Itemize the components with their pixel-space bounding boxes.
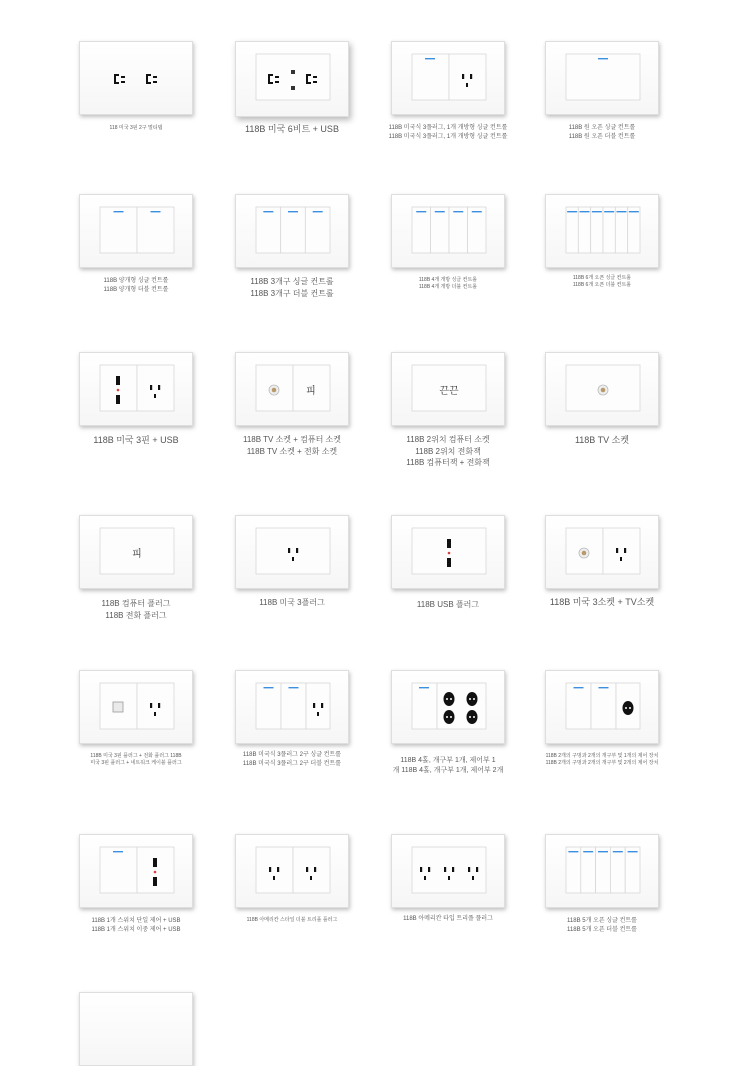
indicator-light-icon	[583, 851, 593, 852]
indicator-light-icon	[580, 211, 590, 212]
switch-plate	[437, 683, 486, 729]
indicator-light-icon	[435, 211, 445, 212]
caption-line: 118B TV 소켓 + 컴퓨터 소켓	[242, 435, 342, 444]
product-caption	[525, 753, 679, 768]
product-caption	[371, 124, 525, 141]
switch-plate	[137, 207, 174, 253]
caption-line: 118B 미국 6비트 + USB	[245, 124, 339, 134]
switch-plate	[615, 207, 627, 253]
indicator-light-icon	[151, 211, 161, 212]
switch-plate	[625, 847, 640, 893]
switch-plate	[566, 207, 578, 253]
indicator-light-icon	[598, 58, 608, 59]
switch-plate	[628, 207, 640, 253]
caption-line: 118B 2개의 구멍과 2개의 개구부 및 2개의 제어 장치	[545, 760, 659, 767]
indicator-light-icon	[425, 58, 435, 59]
indicator-light-icon	[604, 211, 614, 212]
switch-plate	[449, 54, 486, 100]
caption-line: 118B 6개 오픈 싱글 컨트롤	[572, 275, 632, 281]
product-caption	[215, 434, 369, 457]
switch-plate	[591, 207, 603, 253]
switch-plate	[137, 365, 174, 411]
switch-plate	[412, 847, 486, 893]
caption-line: 118B 아메리칸 타입 트리플 플러그	[403, 916, 493, 922]
indicator-light-icon	[599, 687, 609, 688]
product-image[interactable]	[79, 41, 193, 115]
product-image[interactable]	[79, 515, 193, 589]
caption-line: 118B 5개 오픈 더블 컨트롤	[567, 926, 637, 933]
product-image[interactable]	[79, 670, 193, 744]
product-caption	[59, 277, 213, 294]
product-image[interactable]	[235, 834, 349, 908]
us-outlet-icon	[114, 74, 125, 84]
product-caption	[371, 756, 525, 776]
caption-line: 개 118B 4홀, 개구부 1개, 제어부 2개	[392, 767, 504, 775]
indicator-light-icon	[568, 851, 578, 852]
product-caption	[215, 917, 369, 924]
indicator-light-icon	[629, 211, 639, 212]
switch-plate	[256, 207, 281, 253]
switch-plate	[137, 683, 174, 729]
indicator-light-icon	[419, 687, 429, 688]
product-caption	[525, 917, 679, 934]
phone-jack-icon: 피	[132, 549, 142, 560]
product-caption	[59, 434, 213, 447]
product-caption	[371, 434, 525, 469]
switch-plate	[431, 207, 450, 253]
switch-plate	[412, 54, 449, 100]
switch-plate	[100, 365, 137, 411]
switch-plate	[256, 54, 330, 100]
product-image[interactable]	[545, 670, 659, 744]
data-jack-icon: 끈끈	[439, 386, 459, 397]
product-caption	[371, 915, 525, 924]
switch-plate	[306, 683, 330, 729]
caption-line: 118 미국 3핀 2구 멀티탭	[109, 125, 163, 131]
product-caption	[215, 276, 369, 299]
product-image[interactable]	[391, 194, 505, 268]
product-image[interactable]	[235, 352, 349, 426]
indicator-light-icon	[598, 851, 608, 852]
caption-line: 118B 미국식 3플러그, 1개 개방형 싱글 컨트롤	[388, 133, 508, 140]
caption-line: 118B 5개 오픈 싱글 컨트롤	[567, 918, 637, 924]
switch-plate	[468, 207, 487, 253]
product-image[interactable]	[235, 41, 349, 117]
switch-plate	[596, 847, 611, 893]
product-image[interactable]	[545, 194, 659, 268]
product-image[interactable]	[235, 515, 349, 589]
switch-plate	[137, 847, 174, 893]
switch-plate	[412, 683, 437, 729]
caption-line: 118B 4개 개방 더블 컨트롤	[418, 284, 478, 291]
indicator-light-icon	[264, 687, 274, 688]
tv-port-icon	[598, 385, 608, 395]
caption-line: 118B 1개 스위치 단일 제어 + USB	[91, 918, 181, 924]
caption-line: 118B 3개구 더블 컨트롤	[250, 288, 334, 298]
product-caption	[215, 751, 369, 768]
switch-plate	[256, 683, 281, 729]
caption-line: 118B 아메리칸 스타일 더블 트리플 플러그	[246, 917, 338, 923]
switch-plate	[603, 528, 640, 574]
product-image[interactable]	[391, 41, 505, 115]
usb-port-icon	[291, 86, 295, 90]
switch-plate	[610, 847, 625, 893]
usb-port-icon	[291, 70, 295, 74]
switch-plate	[256, 528, 330, 574]
switch-plate	[591, 683, 616, 729]
phone-jack-icon: 피	[306, 386, 316, 397]
caption-line: 118B 양개형 더블 컨트롤	[103, 286, 169, 293]
eu-outlet-icon	[623, 701, 634, 715]
tv-port-icon	[579, 548, 589, 558]
indicator-light-icon	[472, 211, 482, 212]
product-caption	[525, 275, 679, 290]
caption-line: 118B USB 플러그	[416, 600, 480, 609]
eu-outlet-icon	[444, 710, 455, 724]
switch-plate	[100, 847, 137, 893]
caption-line: 118B 미국 3소켓 + TV소켓	[549, 597, 655, 607]
indicator-light-icon	[416, 211, 426, 212]
eu-outlet-icon	[444, 692, 455, 706]
product-image[interactable]	[235, 670, 349, 744]
product-image[interactable]	[545, 515, 659, 589]
indicator-light-icon	[567, 211, 577, 212]
product-caption	[59, 917, 213, 934]
product-image[interactable]	[79, 352, 193, 426]
product-image[interactable]	[545, 352, 659, 426]
product-image[interactable]	[545, 834, 659, 908]
caption-line: 118B 원 오픈 싱글 컨트롤	[568, 125, 636, 131]
switch-plate	[449, 207, 468, 253]
product-caption	[371, 277, 525, 292]
switch-plate	[412, 207, 431, 253]
caption-line: 118B 6개 오픈 더블 컨트롤	[572, 282, 632, 289]
tv-port-icon	[269, 385, 279, 395]
eu-outlet-icon	[467, 692, 478, 706]
caption-line: 118B 2위치 전화잭	[415, 446, 481, 456]
caption-line: 118B 4홀, 개구부 1개, 제어부 1	[400, 757, 496, 764]
product-caption	[59, 753, 213, 768]
product-caption	[525, 434, 679, 447]
switch-plate	[581, 847, 596, 893]
caption-line: 118B 미국식 3플러그, 1개 개방형 싱글 컨트롤	[388, 125, 508, 131]
product-image[interactable]	[391, 670, 505, 744]
product-image[interactable]	[79, 834, 193, 908]
product-caption	[525, 124, 679, 141]
indicator-light-icon	[288, 211, 298, 212]
caption-line: 118B TV 소켓	[574, 435, 630, 445]
indicator-light-icon	[574, 687, 584, 688]
caption-line: 118B 미국 3플러그	[259, 598, 325, 607]
switch-plate	[566, 54, 640, 100]
indicator-light-icon	[289, 687, 299, 688]
network-port-icon	[113, 702, 123, 712]
caption-line: 118B 미국 3핀 플러그 + 전화 플러그 118B	[90, 753, 182, 759]
indicator-light-icon	[453, 211, 463, 212]
product-image[interactable]	[79, 194, 193, 268]
product-caption	[371, 599, 525, 611]
caption-line: 118B 1개 스위치 이중 제어 + USB	[91, 926, 181, 933]
caption-line: 118B 4개 개방 싱글 컨트롤	[418, 277, 478, 283]
product-caption	[59, 598, 213, 621]
switch-plate	[100, 207, 137, 253]
switch-plate	[293, 847, 330, 893]
product-image[interactable]	[391, 834, 505, 908]
indicator-light-icon	[113, 851, 123, 852]
caption-line: 118B 미국 3핀 + USB	[93, 435, 179, 445]
switch-plate	[603, 207, 615, 253]
switch-plate	[566, 847, 581, 893]
product-image[interactable]	[79, 992, 193, 1066]
switch-plate	[281, 683, 306, 729]
indicator-light-icon	[114, 211, 124, 212]
caption-line: 118B 2위치 컴퓨터 소켓	[406, 435, 490, 444]
indicator-light-icon	[617, 211, 627, 212]
indicator-light-icon	[613, 851, 623, 852]
eu-outlet-icon	[467, 710, 478, 724]
us-outlet-icon	[146, 74, 157, 84]
caption-line: 118B 3개구 싱글 컨트롤	[250, 277, 334, 286]
caption-line: 118B 양개형 싱글 컨트롤	[103, 278, 169, 284]
product-caption	[59, 125, 213, 132]
product-image[interactable]	[391, 515, 505, 589]
switch-plate	[566, 683, 591, 729]
switch-plate	[578, 207, 590, 253]
indicator-light-icon	[592, 211, 602, 212]
switch-plate	[305, 207, 330, 253]
caption-line: 118B 미국식 3플러그 2구 싱글 컨트롤	[242, 752, 342, 758]
product-image[interactable]	[235, 194, 349, 268]
switch-plate	[256, 847, 293, 893]
caption-line: 118B 전화 플러그	[105, 610, 167, 620]
caption-line: 118B 미국식 3플러그 2구 더블 컨트롤	[242, 760, 342, 767]
product-image[interactable]	[545, 41, 659, 115]
product-image[interactable]	[391, 352, 505, 426]
switch-plate	[412, 528, 486, 574]
caption-line: 미국 3핀 플러그 + 네트워크 케이블 플러그	[90, 760, 182, 767]
switch-plate	[281, 207, 306, 253]
indicator-light-icon	[313, 211, 323, 212]
caption-line: 118B 컴퓨터잭 + 전화잭	[406, 458, 490, 468]
product-caption	[525, 596, 679, 609]
caption-line: 118B 2개의 구멍과 2개의 개구부 및 1개의 제어 장치	[545, 753, 659, 759]
indicator-light-icon	[628, 851, 638, 852]
indicator-light-icon	[263, 211, 273, 212]
product-caption	[215, 123, 369, 136]
caption-line: 118B 원 오픈 더블 컨트롤	[568, 133, 636, 140]
caption-line: 118B TV 소켓 + 전화 소켓	[246, 446, 338, 456]
caption-line: 118B 컴퓨터 플러그	[101, 599, 171, 608]
product-caption	[215, 597, 369, 609]
